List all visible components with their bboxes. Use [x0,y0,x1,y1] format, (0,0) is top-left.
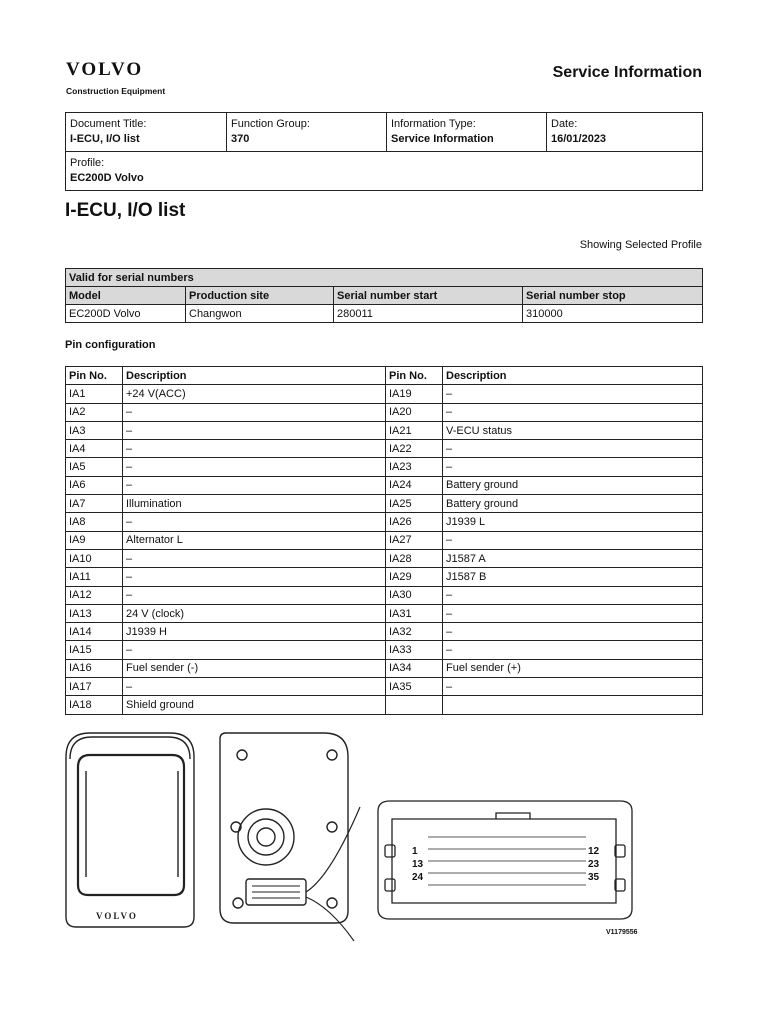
pin-number-right: IA30 [386,586,443,604]
pin-description-left: – [123,549,386,567]
pin-description-left: – [123,513,386,531]
serial-row [66,305,703,323]
i-ecu-rear-drawing [220,733,348,923]
pin-number-left: IA13 [66,604,123,622]
pin-description-right: – [443,403,703,421]
serial-model: EC200D Volvo [66,305,186,323]
service-information-title: Service Information [552,64,702,81]
brand-name: VOLVO [66,59,144,80]
pin-number-right [386,696,443,714]
pin-number-right: IA29 [386,568,443,586]
pin-header-description-left: Description [123,367,386,385]
pin-label-13: 13 [412,859,424,870]
pin-description-left: – [123,586,386,604]
pin-number-right: IA25 [386,495,443,513]
i-ecu-unit-drawing [66,733,194,927]
pin-number-right: IA32 [386,623,443,641]
pin-label-35: 35 [588,872,600,883]
pin-row [66,623,703,641]
pin-description-right: J1587 B [443,568,703,586]
date-label: Date: [551,118,578,130]
pin-number-right: IA22 [386,440,443,458]
pin-number-right: IA35 [386,678,443,696]
pin-description-right: – [443,385,703,403]
pin-table-body [66,385,703,714]
information-type-cell [387,113,547,152]
serial-number-table [65,268,703,323]
function-group-cell [227,113,387,152]
pin-description-right: – [443,604,703,622]
pin-description-left: Shield ground [123,696,386,714]
serial-header-site: Production site [186,287,334,305]
function-group-value: 370 [231,133,250,145]
pin-description-left: Fuel sender (-) [123,659,386,677]
pin-header-pin-right: Pin No. [386,367,443,385]
information-type-label: Information Type: [391,118,476,130]
pin-row [66,476,703,494]
pin-label-24: 24 [412,872,424,883]
pin-number-left: IA14 [66,623,123,641]
document-title-value: I-ECU, I/O list [70,133,140,145]
serial-header-stop: Serial number stop [523,287,703,305]
pin-label-12: 12 [588,846,600,857]
date-value: 16/01/2023 [551,133,607,145]
pin-number-left: IA5 [66,458,123,476]
pin-description-left: +24 V(ACC) [123,385,386,403]
pin-number-right: IA21 [386,421,443,439]
pin-header-description-right: Description [443,367,703,385]
pin-number-right: IA27 [386,531,443,549]
pin-number-left: IA4 [66,440,123,458]
brand-division: Construction Equipment [66,86,166,96]
document-title-cell [66,113,227,152]
pin-row [66,549,703,567]
pin-number-right: IA20 [386,403,443,421]
page-title: I-ECU, I/O list [65,200,186,221]
serial-start: 280011 [334,305,523,323]
profile-cell [66,152,703,191]
pin-number-right: IA23 [386,458,443,476]
pin-number-left: IA16 [66,659,123,677]
pin-number-left: IA12 [66,586,123,604]
pin-row [66,678,703,696]
profile-label: Profile: [70,157,105,169]
pin-description-right: – [443,440,703,458]
pin-description-left: – [123,568,386,586]
pin-configuration-heading: Pin configuration [65,339,156,351]
pin-number-left: IA17 [66,678,123,696]
svg-text:VOLVO: VOLVO [96,911,138,921]
pin-row [66,458,703,476]
volvo-logo [66,60,165,96]
pin-description-left: – [123,458,386,476]
pin-description-right: J1939 L [443,513,703,531]
pin-number-left: IA3 [66,421,123,439]
pin-number-left: IA9 [66,531,123,549]
pin-row [66,403,703,421]
pin-description-right: – [443,531,703,549]
pin-number-right: IA28 [386,549,443,567]
pin-number-right: IA24 [386,476,443,494]
pin-description-right: – [443,623,703,641]
pin-number-right: IA26 [386,513,443,531]
pin-description-left: – [123,440,386,458]
pin-row [66,659,703,677]
pin-number-left: IA18 [66,696,123,714]
pin-description-right: Battery ground [443,476,703,494]
pin-number-left: IA2 [66,403,123,421]
information-type-value: Service Information [391,133,494,145]
document-title-label: Document Title: [70,118,147,130]
pin-description-left: – [123,421,386,439]
i-ecu-connector-illustration [60,727,650,945]
leader-line [306,807,360,941]
pin-number-left: IA15 [66,641,123,659]
pin-number-left: IA6 [66,476,123,494]
pin-description-left: – [123,641,386,659]
rear-connector-pins [252,886,300,898]
pin-row [66,568,703,586]
pin-number-left: IA1 [66,385,123,403]
pin-number-left: IA7 [66,495,123,513]
serial-site: Changwon [186,305,334,323]
pin-description-right: – [443,586,703,604]
pin-number-left: IA8 [66,513,123,531]
pin-description-right: – [443,678,703,696]
profile-value: EC200D Volvo [70,172,144,184]
pin-number-right: IA33 [386,641,443,659]
pin-description-right: J1587 A [443,549,703,567]
pin-description-left: Illumination [123,495,386,513]
pin-description-right: Battery ground [443,495,703,513]
pin-description-left: – [123,678,386,696]
serial-header-start: Serial number start [334,287,523,305]
pin-description-left: – [123,403,386,421]
pin-label-1: 1 [412,846,418,857]
pin-label-23: 23 [588,859,600,870]
figure-id: V1179556 [606,929,638,936]
pin-number-right: IA31 [386,604,443,622]
pin-row [66,531,703,549]
pin-number-left: IA11 [66,568,123,586]
pin-description-right: V-ECU status [443,421,703,439]
pin-row [66,586,703,604]
pin-row [66,604,703,622]
serial-header-model: Model [66,287,186,305]
pin-description-right: – [443,458,703,476]
pin-row [66,641,703,659]
serial-caption: Valid for serial numbers [66,269,703,287]
pin-number-right: IA19 [386,385,443,403]
pin-row [66,513,703,531]
pin-description-right: Fuel sender (+) [443,659,703,677]
pin-header-pin-left: Pin No. [66,367,123,385]
pin-row [66,385,703,403]
connector-pin-labels [412,846,600,883]
pin-description-right: – [443,641,703,659]
pin-row [66,495,703,513]
pin-description-left: 24 V (clock) [123,604,386,622]
serial-stop: 310000 [523,305,703,323]
pin-row [66,696,703,714]
date-cell [547,113,703,152]
function-group-label: Function Group: [231,118,310,130]
pin-configuration-table [65,366,703,715]
pin-number-left: IA10 [66,549,123,567]
pin-description-right [443,696,703,714]
pin-description-left: J1939 H [123,623,386,641]
connector-pin-grid [428,837,586,885]
pin-description-left: – [123,476,386,494]
document-meta-table [65,112,703,191]
pin-description-left: Alternator L [123,531,386,549]
pin-row [66,421,703,439]
showing-selected-profile: Showing Selected Profile [579,239,702,251]
pin-number-right: IA34 [386,659,443,677]
pin-row [66,440,703,458]
